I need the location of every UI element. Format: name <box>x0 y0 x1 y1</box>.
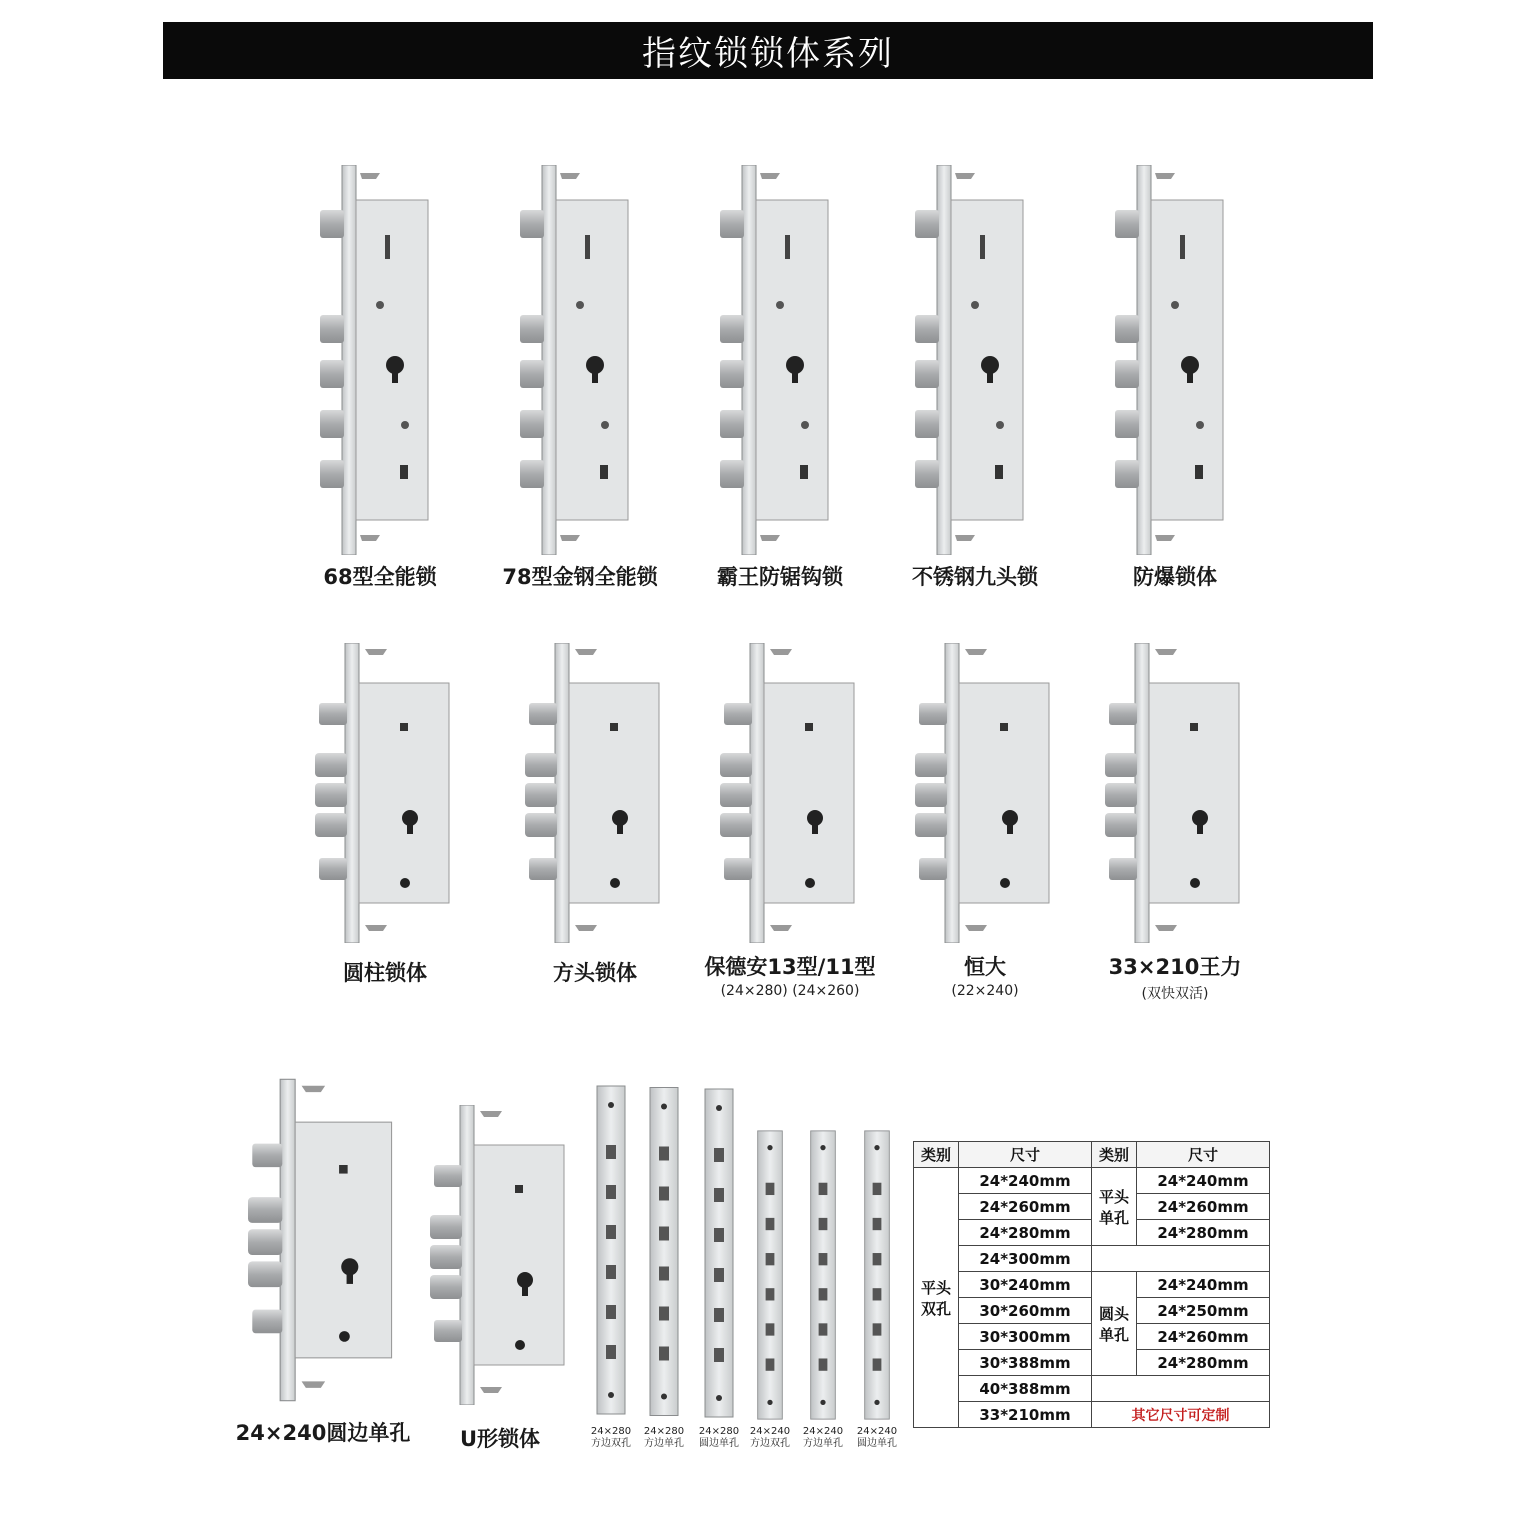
size-spec-table <box>913 1141 1270 1428</box>
lock-body-image <box>720 643 860 943</box>
lock-bawang <box>690 165 870 591</box>
lock-body-image <box>1105 643 1245 943</box>
lock-baodean <box>690 643 890 999</box>
table-header: 类别 <box>914 1142 959 1168</box>
strike-plate-image <box>704 1086 734 1420</box>
lock-square-head <box>500 643 690 987</box>
size-cell: 24*260mm <box>959 1194 1092 1220</box>
plate-type: 方边单孔 <box>803 1438 843 1449</box>
custom-size-note: 其它尺寸可定制 <box>1092 1402 1270 1428</box>
product-label: 方头锁体 <box>553 961 637 985</box>
lock-body-image <box>520 165 640 555</box>
plate-size: 24×280 <box>698 1426 740 1437</box>
size-cell: 24*260mm <box>1137 1194 1270 1220</box>
plate-size: 24×240 <box>749 1426 791 1437</box>
product-label: 24×240圆边单孔 <box>235 1421 411 1445</box>
size-cell: 33*210mm <box>959 1402 1092 1428</box>
product-sublabel: (22×240) <box>951 983 1019 999</box>
lock-body-image <box>720 165 840 555</box>
lock-body-image <box>525 643 665 943</box>
lock-stainless-nine <box>885 165 1065 591</box>
size-cell: 30*388mm <box>959 1350 1092 1376</box>
lock-body-image <box>1115 165 1235 555</box>
plate-type: 方边双孔 <box>591 1438 631 1449</box>
size-cell: 24*250mm <box>1137 1298 1270 1324</box>
category-cell: 圆头 单孔 <box>1092 1272 1137 1376</box>
product-label: U形锁体 <box>459 1427 541 1451</box>
spacer-cell <box>1092 1376 1270 1402</box>
lock-cylinder <box>290 643 480 987</box>
plate-type: 方边单孔 <box>644 1438 684 1449</box>
table-header: 类别 <box>1092 1142 1137 1168</box>
strike-plate-image <box>808 1130 838 1420</box>
product-label: 68型全能锁 <box>323 565 437 589</box>
product-label: 不锈钢九头锁 <box>912 565 1038 589</box>
lock-wangli <box>1085 643 1265 1003</box>
strike-plate-image <box>596 1080 626 1420</box>
size-cell: 24*240mm <box>1137 1272 1270 1298</box>
strike-plate-6 <box>852 1130 902 1450</box>
size-cell: 30*260mm <box>959 1298 1092 1324</box>
size-cell: 40*388mm <box>959 1376 1092 1402</box>
plate-size: 24×240 <box>802 1426 844 1437</box>
plate-size: 24×280 <box>643 1426 685 1437</box>
category-cell: 平头 双孔 <box>914 1168 959 1428</box>
lock-78 <box>490 165 670 591</box>
size-cell: 24*280mm <box>1137 1350 1270 1376</box>
strike-plate-1 <box>588 1080 634 1450</box>
product-sublabel: (双快双活) <box>1141 986 1209 1002</box>
product-label: 圆柱锁体 <box>343 961 427 985</box>
product-sublabel: (24×280) (24×260) <box>720 983 860 999</box>
strike-plate-5 <box>800 1130 846 1450</box>
lock-body-image <box>915 165 1035 555</box>
lock-body-image <box>915 643 1055 943</box>
product-label: 霸王防锯钩锁 <box>717 565 843 589</box>
product-label: 保德安13型/11型 <box>704 955 876 979</box>
strike-plate-image <box>649 1083 679 1420</box>
lock-body-image <box>248 1075 398 1405</box>
lock-body-image <box>430 1105 570 1405</box>
plate-type: 圆边单孔 <box>699 1438 739 1449</box>
lock-body-image <box>320 165 440 555</box>
lock-body-image <box>315 643 455 943</box>
size-cell: 24*280mm <box>1137 1220 1270 1246</box>
product-label: 78型金钢全能锁 <box>502 565 658 589</box>
strike-plate-image <box>755 1130 785 1420</box>
strike-plate-2 <box>641 1083 687 1450</box>
plate-type: 圆边单孔 <box>857 1438 897 1449</box>
lock-round-edge-single <box>228 1075 418 1447</box>
strike-plate-3 <box>694 1086 744 1450</box>
lock-u-shape <box>425 1105 575 1453</box>
strike-plate-image <box>862 1130 892 1420</box>
plate-size: 24×280 <box>590 1426 632 1437</box>
size-cell: 24*300mm <box>959 1246 1092 1272</box>
product-label: 防爆锁体 <box>1133 565 1217 589</box>
strike-plate-4 <box>747 1130 793 1450</box>
lock-68 <box>290 165 470 591</box>
plate-type: 方边双孔 <box>750 1438 790 1449</box>
category-cell: 平头 单孔 <box>1092 1168 1137 1246</box>
table-header: 尺寸 <box>959 1142 1092 1168</box>
size-cell: 24*260mm <box>1137 1324 1270 1350</box>
lock-hengda <box>895 643 1075 999</box>
size-cell: 24*240mm <box>959 1168 1092 1194</box>
lock-explosion-proof <box>1085 165 1265 591</box>
plate-size: 24×240 <box>856 1426 898 1437</box>
product-label: 33×210王力 <box>1108 955 1242 979</box>
spacer-cell <box>1092 1246 1270 1272</box>
table-header: 尺寸 <box>1137 1142 1270 1168</box>
size-cell: 30*300mm <box>959 1324 1092 1350</box>
size-cell: 24*280mm <box>959 1220 1092 1246</box>
size-cell: 30*240mm <box>959 1272 1092 1298</box>
product-label: 恒大 <box>964 955 1006 979</box>
size-cell: 24*240mm <box>1137 1168 1270 1194</box>
page-title: 指纹锁锁体系列 <box>163 22 1373 79</box>
